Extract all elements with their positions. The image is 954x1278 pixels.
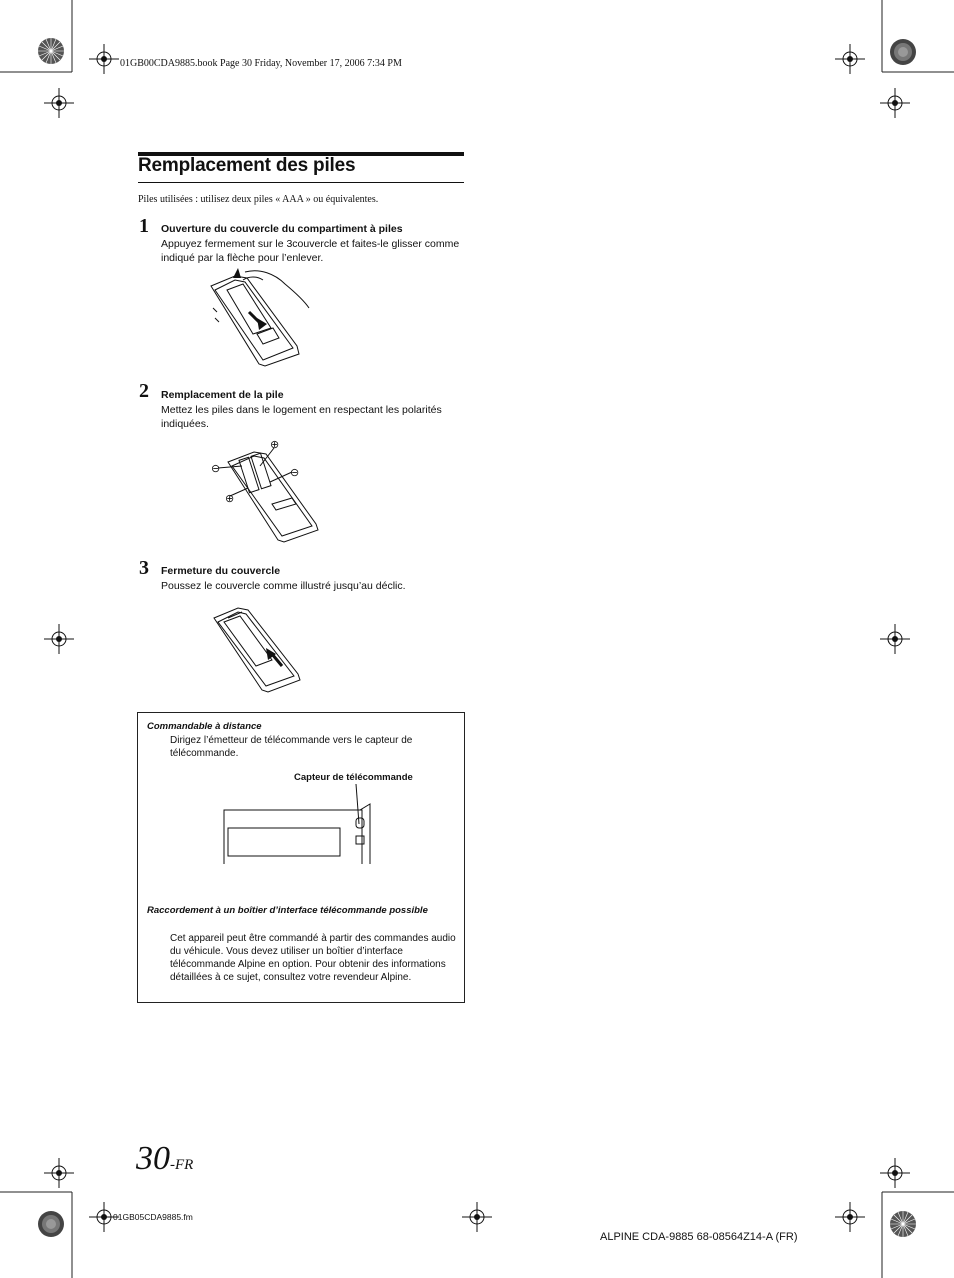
- sensor-label: Capteur de télécommande: [294, 772, 413, 783]
- step-body: Poussez le couvercle comme illustré jusqu’au déclic.: [161, 580, 406, 592]
- page-number-value: 30: [136, 1140, 170, 1177]
- plus-symbol: ⊕: [225, 493, 235, 505]
- step-body: Mettez les piles dans le logement en respectant les polarités indiquées.: [161, 404, 442, 430]
- crosshair-icon: [462, 1202, 492, 1232]
- gray-rosette-icon: [888, 1209, 918, 1239]
- remote-cover-open-illustration: [205, 268, 315, 368]
- step-heading: Ouverture du couvercle du compartiment à piles: [161, 223, 403, 235]
- interface-note-body: Cet appareil peut être commandé à partir des commandes audio du véhicule. Vous devez utiliser un boîtier d’interface télécommande Alpine en option. Pour obtenir des informations détaillées à ce sujet, consultez votre revendeur Alpine.: [170, 933, 456, 983]
- crosshair-icon: [835, 44, 865, 74]
- minus-symbol: ⊖: [211, 463, 221, 475]
- remote-cover-close-illustration: [210, 604, 310, 694]
- crosshair-icon: [880, 624, 910, 654]
- interface-note-heading: Raccordement à un boîtier d’interface télécommande possible: [147, 905, 428, 916]
- page-number: [136, 1140, 193, 1178]
- crosshair-icon: [880, 1158, 910, 1188]
- intro-text: Piles utilisées : utilisez deux piles « AAA » ou équivalentes.: [138, 194, 379, 205]
- page-suffix: -FR: [170, 1157, 194, 1173]
- step-heading: Remplacement de la pile: [161, 389, 284, 401]
- step-body: Appuyez fermement sur le 3couvercle et faites-le glisser comme indiqué par la flèche pour l’enlever.: [161, 238, 460, 264]
- crosshair-icon: [880, 88, 910, 118]
- section-title: Remplacement des piles: [138, 155, 356, 176]
- crosshair-icon: [89, 44, 119, 74]
- crosshair-icon: [835, 1202, 865, 1232]
- step-number: 3: [139, 557, 149, 579]
- title-rule: [138, 182, 464, 183]
- head-unit-illustration: [222, 784, 382, 864]
- step-heading: Fermeture du couvercle: [161, 565, 281, 577]
- crosshair-icon: [44, 624, 74, 654]
- crosshair-icon: [44, 88, 74, 118]
- plus-symbol: ⊕: [270, 439, 280, 451]
- minus-symbol: ⊖: [290, 467, 300, 479]
- step-number: 1: [139, 215, 149, 237]
- remote-note-heading: Commandable à distance: [147, 721, 262, 732]
- color-rosette-icon: [36, 1209, 66, 1239]
- footer-file-name: 01GB05CDA9885.fm: [113, 1212, 193, 1222]
- footer-model-line: ALPINE CDA-9885 68-08564Z14-A (FR): [600, 1231, 798, 1243]
- step-number: 2: [139, 380, 149, 402]
- crosshair-icon: [44, 1158, 74, 1188]
- gray-rosette-icon: [888, 37, 918, 67]
- remote-note-body: Dirigez l’émetteur de télécommande vers le capteur de télécommande.: [170, 735, 413, 759]
- color-rosette-icon: [36, 36, 66, 66]
- file-info-header: 01GB00CDA9885.book Page 30 Friday, November 17, 2006 7:34 PM: [120, 58, 402, 69]
